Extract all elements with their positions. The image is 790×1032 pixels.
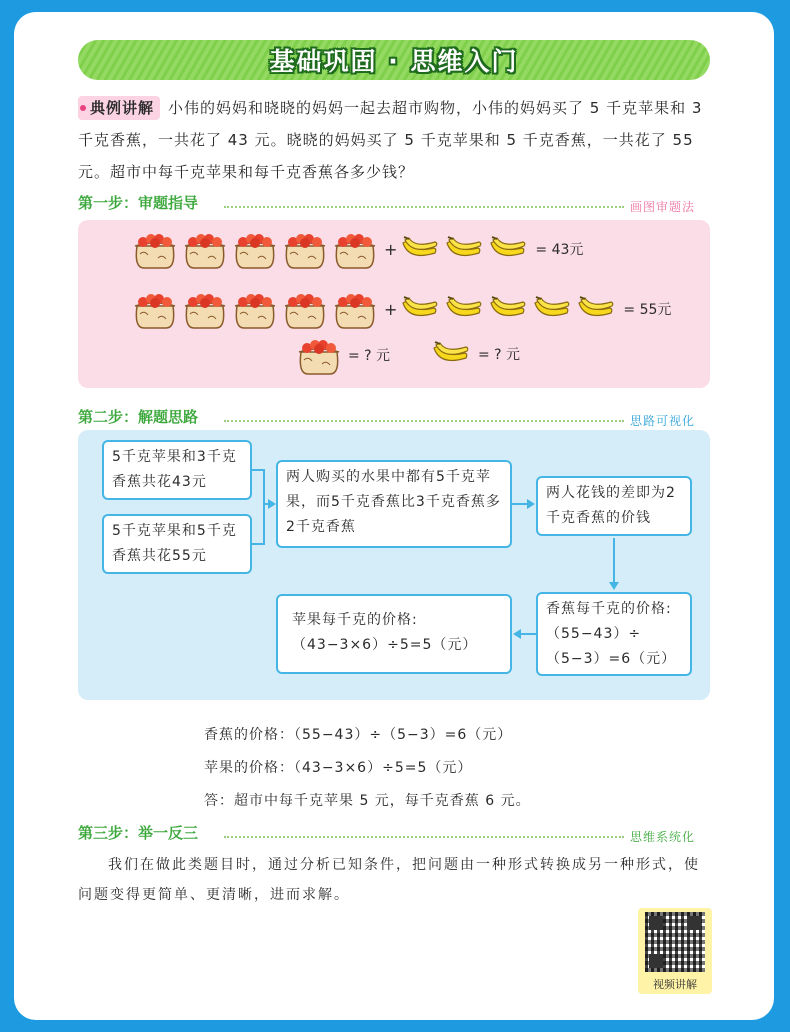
page: [14, 12, 774, 1020]
apple-group: [132, 288, 382, 330]
apple-sack-icon: [282, 288, 328, 330]
apple-group: [132, 228, 382, 270]
apple-price-label: 苹果每千克的价格:: [292, 612, 418, 628]
step1-tag: 画图审题法: [630, 200, 696, 214]
plus-sign: +: [384, 299, 398, 319]
step3-text: [78, 850, 710, 910]
banana-icon: [489, 235, 527, 263]
banana-icon: [489, 295, 527, 323]
banana-icon: [445, 295, 483, 323]
difference-box: 两人花钱的差即为2千克香蕉的价钱: [536, 476, 692, 536]
apple-group: [296, 334, 346, 376]
unknown-banana-price: = ? 元: [478, 347, 521, 363]
apple-sack-icon: [132, 288, 178, 330]
apple-price-formula: （43−3×6）÷5=5（元）: [292, 637, 478, 653]
banana-icon: [445, 235, 483, 263]
step3-paragraph: 我们在做此类题目时，通过分析已知条件，把问题由一种形式转换成另一种形式，使问题变得更简单、更清晰，进而求解。: [78, 857, 700, 903]
apple-sack-icon: [296, 334, 342, 376]
plus-sign: +: [384, 239, 398, 259]
step3-divider: [224, 836, 624, 838]
example-badge: 典例讲解: [78, 96, 160, 120]
banana-icon: [577, 295, 615, 323]
step3-title: 第三步：举一反三: [78, 824, 199, 842]
apple-solution: 苹果的价格：（43−3×6）÷5=5（元）: [204, 760, 473, 776]
apple-sack-icon: [232, 288, 278, 330]
banana-group: [401, 235, 533, 263]
banana-icon: [401, 295, 439, 323]
reasoning-box: 两人购买的水果中都有5千克苹果，而5千克香蕉比3千克香蕉多2千克香蕉: [276, 460, 512, 548]
qr-label: 视频讲解: [653, 978, 697, 991]
fruit-row-1: [132, 228, 583, 270]
title-banner: [78, 40, 710, 80]
unknown-banana-row: [432, 340, 520, 368]
banana-group: [432, 340, 476, 368]
apple-sack-icon: [182, 228, 228, 270]
apple-sack-icon: [182, 288, 228, 330]
qr-code-icon[interactable]: [645, 912, 705, 972]
apple-sack-icon: [232, 228, 278, 270]
fact-box-2: 5千克苹果和5千克香蕉共花55元: [102, 514, 252, 574]
row1-result: = 43元: [535, 242, 584, 258]
unknown-apple-price: = ? 元: [348, 348, 391, 364]
apple-sack-icon: [332, 288, 378, 330]
step3-tag: 思维系统化: [630, 830, 696, 844]
apple-sack-icon: [282, 228, 328, 270]
apple-sack-icon: [332, 228, 378, 270]
fact-box-1: 5千克苹果和3千克香蕉共花43元: [102, 440, 252, 500]
answer: 答：超市中每千克苹果 5 元，每千克香蕉 6 元。: [204, 793, 531, 809]
banana-icon: [401, 235, 439, 263]
banana-icon: [533, 295, 571, 323]
row2-result: = 55元: [623, 302, 672, 318]
step1-divider: [224, 206, 624, 208]
banana-solution: 香蕉的价格：（55−43）÷（5−3）=6（元）: [204, 727, 513, 743]
banana-price-formula: （55−43）÷（5−3）=6（元）: [546, 626, 677, 667]
banana-icon: [432, 340, 470, 368]
step2-title: 第二步：解题思路: [78, 408, 199, 426]
banana-group: [401, 295, 621, 323]
step2-tag: 思路可视化: [630, 414, 696, 428]
banana-price-label: 香蕉每千克的价格:: [546, 601, 672, 617]
step1-title: 第一步：审题指导: [78, 194, 199, 212]
example-problem: [78, 92, 718, 188]
fruit-row-2: [132, 288, 671, 330]
apple-price-box: [276, 594, 512, 674]
example-text: 小伟的妈妈和晓晓的妈妈一起去超市购物，小伟的妈妈买了 5 千克苹果和 3 千克香蕉，一共花了 43 元。晓晓的妈妈买了 5 千克苹果和 5 千克香蕉，一共花了 55 元。超市中每千克苹果和每千克香蕉各多少钱？: [78, 99, 703, 181]
page-title: 基础巩固 · 思维入门: [269, 47, 519, 76]
unknown-apple-row: [296, 334, 390, 376]
video-qr[interactable]: [638, 908, 712, 994]
apple-sack-icon: [132, 228, 178, 270]
banana-price-box: [536, 592, 692, 676]
step2-divider: [224, 420, 624, 422]
